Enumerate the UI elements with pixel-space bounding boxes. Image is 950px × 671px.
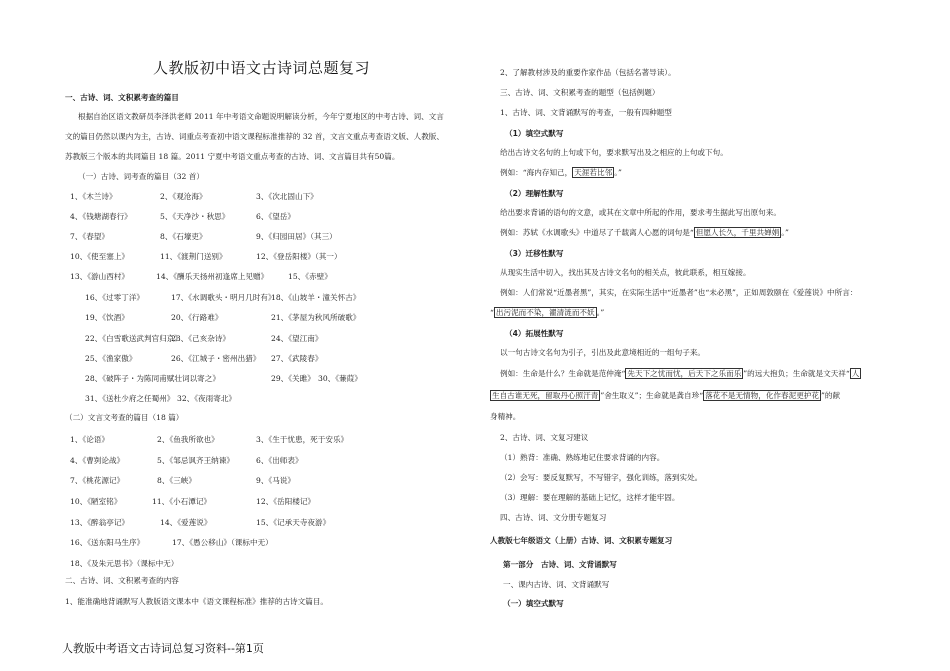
- list-item: 3、《次北固山下》: [256, 192, 318, 201]
- list-item: 17、《水调歌头・明月几时有》: [171, 293, 276, 302]
- list-item: 20、《行路难》: [171, 313, 223, 322]
- example-line: “ 出污泥而不染，濯清涟而不妖 。”: [490, 308, 605, 317]
- paragraph-line: 从现实生活中切入，找出其及古诗文名句的相关点，彼此联系，相互嫁接。: [500, 268, 751, 277]
- list-item: 32、《夜雨寄北》: [177, 394, 237, 403]
- section-heading: 人教版七年级语文（上册）古诗、词、文积累专题复习: [490, 536, 673, 545]
- list-item: 28、《破阵子・为陈同甫赋壮词以寄之》: [85, 374, 220, 383]
- section-heading: 四、古诗、词、文分册专题复习: [500, 513, 607, 522]
- list-item: 2、《鱼我所欲也》: [157, 435, 219, 444]
- paragraph-line: 一、课内古诗、词、文背诵默写: [503, 580, 610, 589]
- list-item: 15、《记承天寺夜游》: [256, 518, 331, 527]
- example-line: 例如：苏轼《水调歌头》中道尽了千载离人心愿的词句是“ 但愿人长久，千里共婵娟 。”: [500, 228, 789, 237]
- list-item: 4、《钱塘湖春行》: [70, 212, 132, 221]
- list-item: 2、《观沧海》: [160, 192, 207, 201]
- list-item: 3、《生于忧患，死于安乐》: [256, 435, 349, 444]
- list-item: 7、《春望》: [70, 232, 109, 241]
- list-item: 21、《茅屋为秋风所破歌》: [271, 313, 361, 322]
- example-line: 例如：人们常说“近墨者黑”，其实，在实际生活中“近墨者”也“未必黑”，正如周敦颐在《爱莲说》中所言：: [500, 288, 858, 297]
- list-item: 30、《蒹葭》: [318, 374, 362, 383]
- list-item: 4、《曹刿论战》: [70, 456, 125, 465]
- list-item: 12、《登岳阳楼》（其一）: [256, 252, 342, 261]
- paragraph-line: （3）理解：要在理解的基础上记忆，这样才能牢固。: [500, 493, 680, 502]
- list-item: 8、《三峡》: [157, 476, 196, 485]
- list-item: 18、《及朱元思书》（课标中无）: [70, 559, 179, 568]
- list-item: 10、《陋室铭》: [70, 497, 122, 506]
- paragraph-line: （1）熟背：准确、熟练地记住要求背诵的内容。: [500, 453, 665, 462]
- list-item: 27、《武陵春》: [271, 354, 323, 363]
- paragraph-line: 给出古诗文名句的上句或下句，要求默写出及之相应的上句或下句。: [500, 148, 728, 157]
- list-item: 23、《己亥杂诗》: [171, 334, 231, 343]
- list-item: 9、《归园田居》（其三）: [256, 232, 337, 241]
- answer-box: 但愿人长久，千里共婵娟: [695, 228, 780, 237]
- list-item: 16、《过零丁洋》: [85, 293, 145, 302]
- list-item: 7、《桃花源记》: [70, 476, 125, 485]
- list-item: 9、《马说》: [256, 476, 295, 485]
- paragraph-line: 根据自治区语文教研员李泽洪老师 2011 年中考语文命题说明解读分析，今年宁夏地区的中考古诗、词、文言: [78, 112, 444, 121]
- paragraph-line: 1、能准确地背诵默写人教版语文课本中《语文课程标准》推荐的古诗文篇目。: [65, 597, 329, 606]
- list-item: 13、《游山西村》: [70, 272, 130, 281]
- list-item: 11、《渡荆门送别》: [160, 252, 227, 261]
- subsection-heading: （一）古诗、词考查的篇目（32 首）: [78, 172, 204, 181]
- answer-box: 落花不是无情物，化作春泥更护花: [705, 391, 819, 400]
- section-heading: 二、古诗、词、文积累考查的内容: [65, 576, 179, 585]
- question-type-heading: （2）理解性默写: [505, 189, 564, 198]
- section-heading: 一、古诗、词、文积累考查的篇目: [65, 93, 179, 102]
- example-line: 例如：“海内存知己， 天涯若比邻 。”: [500, 168, 622, 177]
- list-item: 29、《关雎》: [271, 374, 315, 383]
- list-item: 22、《白雪歌送武判官归京》: [85, 334, 182, 343]
- section-heading: 第一部分 古诗、词、文背诵默写: [503, 560, 617, 569]
- list-item: 5、《邹忌讽齐王纳谏》: [157, 456, 234, 465]
- list-item: 13、《醉翁亭记》: [70, 518, 130, 527]
- paragraph-line: 以一句古诗文名句为引子，引出及此意境相近的一组句子来。: [500, 348, 706, 357]
- list-item: 18、《山坡羊・潼关怀古》: [271, 293, 361, 302]
- answer-box: 天涯若比邻: [574, 168, 613, 177]
- paragraph-line: 给出要求背诵的语句的文意，或其在文章中所起的作用，要求考生据此写出原句来。: [500, 208, 781, 217]
- paragraph-line: 苏教版三个版本的共同篇目 18 篇。2011 宁夏中考语文重点考查的古诗、词、文言篇目共有50篇。: [65, 152, 400, 161]
- list-item: 31、《送杜少府之任蜀州》: [85, 394, 175, 403]
- list-item: 14、《酬乐天扬州初逢席上见赠》: [156, 272, 269, 281]
- list-item: 12、《岳阳楼记》: [256, 497, 316, 506]
- list-item: 6、《出师表》: [256, 456, 303, 465]
- section-heading: 2、古诗、词、文复习建议: [500, 433, 589, 442]
- list-item: 19、《饮酒》: [85, 313, 129, 322]
- list-item: 17、《愚公移山》（课标中无）: [172, 538, 273, 547]
- example-line: 生自古谁无死，留取丹心照汗青 ”舍生取义”；生命就是龚自珍“ 落花不是无情物，化作春泥更护花 ”的献: [492, 391, 841, 400]
- paragraph-line: 2、了解教材涉及的重要作家作品（包括名著导读）。: [500, 68, 676, 77]
- list-item: 5、《天净沙・秋思》: [160, 212, 230, 221]
- example-line: 例如：生命是什么？生命就是范仲淹“ 先天下之忧而忧，后天下之乐而乐 ”的远大抱负；生命就是文天祥“ 人: [500, 369, 860, 378]
- list-item: 14、《爱莲说》: [160, 518, 212, 527]
- list-item: 16、《送东阳马生序》: [70, 538, 145, 547]
- paragraph-line: 文的篇目仍然以课内为主，古诗、词重点考查初中语文课程标准推荐的 32 首，文言文重点考查语文版、人教版、: [65, 132, 444, 141]
- paragraph-line: （2）会写：要反复默写，不写错字，强化训练，落到实处。: [500, 473, 703, 482]
- list-item: 1、《论语》: [70, 435, 109, 444]
- question-type-heading: （3）迁移性默写: [505, 249, 564, 258]
- list-item: 10、《使至塞上》: [70, 252, 130, 261]
- list-item: 6、《望岳》: [256, 212, 295, 221]
- page-title: 人教版初中语文古诗词总题复习: [153, 59, 371, 77]
- section-heading: （一）填空式默写: [503, 599, 564, 608]
- answer-box: 人: [851, 369, 860, 378]
- list-item: 11、《小石潭记》: [152, 497, 212, 506]
- list-item: 1、《木兰诗》: [70, 192, 117, 201]
- subsection-heading: （二）文言文考查的篇目（18 篇）: [65, 413, 184, 422]
- section-heading: 三、古诗、词、文积累考查的题型（包括例题）: [500, 88, 660, 97]
- paragraph-line: 身精神。: [490, 412, 521, 421]
- question-type-heading: （4）拓展性默写: [505, 329, 564, 338]
- question-type-heading: （1）填空式默写: [505, 129, 564, 138]
- list-item: 8、《石壕吏》: [160, 232, 207, 241]
- answer-box: 先天下之忧而忧，后天下之乐而乐: [627, 369, 742, 378]
- list-item: 25、《渔家傲》: [85, 354, 137, 363]
- list-item: 26、《江城子・密州出猎》: [171, 354, 261, 363]
- list-item: 24、《望江南》: [271, 334, 323, 343]
- answer-box: 出污泥而不染，濯清涟而不妖: [495, 308, 595, 317]
- page-footer: 人教版中考语文古诗词总复习资料--第1页: [62, 642, 264, 655]
- answer-box: 生自古谁无死，留取丹心照汗青: [492, 391, 599, 400]
- paragraph-line: 1、古诗、词、文背诵默写的考查，一般有四种题型: [500, 108, 672, 117]
- list-item: 15、《赤壁》: [288, 272, 332, 281]
